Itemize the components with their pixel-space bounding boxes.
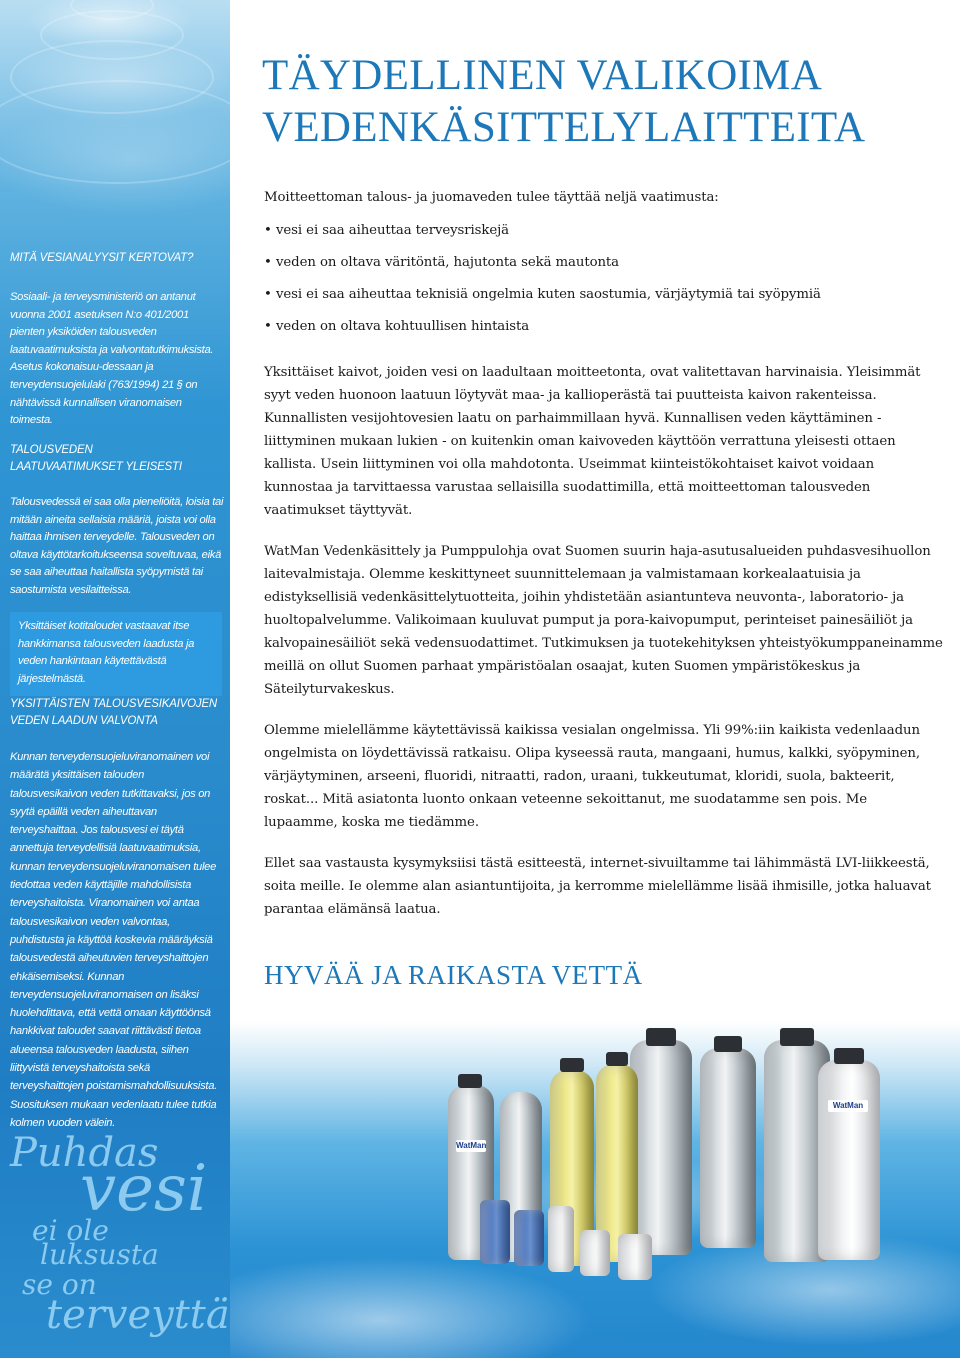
product-photo: [230, 1000, 960, 1358]
sidebar-heading: TALOUSVEDEN: [10, 444, 93, 456]
valve-head-image: [560, 1058, 584, 1072]
valve-head-image: [714, 1036, 742, 1052]
valve-head-image: [646, 1028, 676, 1046]
slogan-word: vesi: [80, 1152, 208, 1226]
paragraph: WatMan Vedenkäsittely ja Pumppulohja ovat Suomen suurin haja-asutusalueiden puhdasvesihuollon laitevalmistaja. Olemme keskittyneet suunnittelemaan ja valmistamaan korkealaatuisia ja edistyksellisiä vedenkäsittelytuotteita, joihin yhdistetään asiantunteva neuvonta-, laboratorio- ja huoltopalvelumme. Valikoimaan kuuluvat pumput ja pora-kaivopumput, perinteiset painesäiliöt ja kalvopainesäiliöt sekä vedensuodattimet. Tutkimuksen ja tuotekehityksen yhteistyökumppaneinamme meillä on ollut Suomen parhaat ympäristöalan osaajat, kuten Suomen ympäristökeskus ja Säteilyturvakeskus.: [264, 544, 943, 697]
intro-text: Moitteettoman talous- ja juomaveden tulee täyttää neljä vaatimusta:: [264, 190, 719, 205]
list-item: • veden on oltava väritöntä, hajutonta sekä mautonta: [264, 247, 944, 279]
sidebar-heading: MITÄ VESIANALYYSIT KERTOVAT?: [10, 252, 194, 264]
brand-badge: WatMan: [828, 1100, 868, 1112]
valve-head-image: [834, 1048, 864, 1064]
sidebar-text: Kunnan terveydensuojeluviranomainen voi määrätä yksittäisen talouden talousvesikaivon veden tutkittavaksi, jos on syytä epäillä veden aiheuttavan terveyshaittaa. Jos talousvesi ei täytä annettuja terveydellisiä laatuvaatimuksia, kunnan terveydensuojeluviranomaisen tulee tiedottaa veden käyttäjille mahdollisista terveyshaitoista. Viranomainen voi antaa talousvesikaivon veden valvontaa, puhdistusta ja käyttöä koskevia määräyksiä talousvedestä aiheutuvien terveyshaittojen ehkäisemiseksi. Kunnan terveydensuojeluviranomaisen on lisäksi huolehdittava, että vettä omaan käyttöönsä hankkivat taloudet saavat riittävästi tietoa alueensa talousveden laadusta, siihen liittyvistä terveyshaitoista sekä terveyshaittojen poistamismahdollisuuksista. Suosituksen mukaan vedenlaatu tulee tutkia kolmen vuoden välein.: [10, 751, 217, 1129]
page-title-line: VEDENKÄSITTELYLAITTEITA: [262, 104, 866, 151]
list-item: • veden on oltava kohtuullisen hintaista: [264, 311, 944, 343]
filter-tank-image: [818, 1060, 880, 1260]
cartridge-image: [514, 1210, 544, 1266]
sidebar-section-analyses: [10, 250, 224, 430]
slogan-word: luksusta: [40, 1238, 159, 1271]
page-title-line: TÄYDELLINEN VALIKOIMA: [262, 52, 823, 99]
valve-head-image: [780, 1028, 814, 1046]
sidebar-heading: LAATUVAATIMUKSET YLEISESTI: [10, 461, 182, 473]
cartridge-image: [580, 1230, 610, 1276]
list-item: • vesi ei saa aiheuttaa terveysriskejä: [264, 215, 944, 247]
sidebar-water-panel: [0, 0, 230, 1358]
cartridge-image: [618, 1234, 652, 1280]
sidebar-text: Sosiaali- ja terveysministeriö on antanut vuonna 2001 asetuksen N:o 401/2001 pienten yksiköiden talousveden laatuvaatimuksista ja valvontatutkimuksista. Asetus kokonaisuu-dessaan ja terveydensuojelulaki (763/1994) 21 § on nähtävissä kunnallisen viranomaisen toimesta.: [10, 291, 214, 427]
water-ripple: [0, 80, 230, 184]
sidebar-heading: YKSITTÄISTEN TALOUSVESIKAIVOJEN: [10, 698, 218, 710]
paragraph: Ellet saa vastausta kysymyksiisi tästä esitteestä, internet-sivuiltamme tai lähimmästä LVI-liikkeestä, soita meille. Ie olemme alan asiantuntijoita, ja kerromme mielellämme lisää ihmisille, jotka haluavat parantaa elämänsä laatua.: [264, 856, 931, 917]
main-content: [264, 186, 944, 939]
filter-tank-image: [630, 1040, 692, 1255]
page-title: [262, 50, 942, 154]
sidebar-section-monitoring: [10, 696, 224, 1132]
slogan-word: terveyttä: [46, 1292, 230, 1338]
paragraph: Olemme mielellämme käytettävissä kaikissa vesialan ongelmissa. Yli 99%:iin kaikista vedenlaadun ongelmista on löydettävissä ratkaisu. Olipa kyseessä rauta, mangaani, humus, kalkki, syöpyminen, värjäytyminen, arseeni, fluoridi, nitraatti, radon, uraani, tukkeutumat, kloridi, suola, bakteerit, roskat... Mitä asiatonta luonto onkaan veteenne sekoittanut, me suodatamme sen pois. Me lupaamme, koska me tiedämme.: [264, 723, 921, 830]
sidebar-callout-box: [10, 612, 222, 696]
valve-head-image: [606, 1052, 628, 1066]
callout-text: Yksittäiset kotitaloudet vastaavat itse hankkimansa talousveden laadusta ja veden hankintaan käytettävästä järjestelmästä.: [18, 620, 195, 685]
valve-head-image: [458, 1074, 482, 1088]
cartridge-image: [480, 1200, 510, 1264]
slogan-word: ei ole: [32, 1214, 109, 1247]
slogan-word: Puhdas: [10, 1130, 159, 1176]
filter-tank-image: [700, 1048, 756, 1248]
brand-badge: WatMan: [456, 1141, 487, 1150]
list-item: • vesi ei saa aiheuttaa teknisiä ongelmia kuten saostumia, värjäytymiä tai syöpymiä: [264, 279, 944, 311]
sidebar-slogan: [10, 1130, 230, 1350]
slogan-word: se on: [22, 1268, 97, 1301]
requirements-list: [264, 215, 944, 343]
cartridge-image: [548, 1206, 574, 1272]
main-slogan: HYVÄÄ JA RAIKASTA VETTÄ: [264, 960, 643, 990]
sidebar-heading: VEDEN LAADUN VALVONTA: [10, 715, 158, 727]
sidebar-text: Talousvedessä ei saa olla pieneliöitä, loisia tai mitään aineita sellaisia määriä, joista voi olla haittaa ihmisen terveydelle. Talousveden on oltava käyttötarkoitukseensa soveltuvaa, eikä se saa aiheuttaa haitallista syöpymistä tai saostumista vesilaitteissa.: [10, 496, 224, 596]
sidebar-section-quality: [10, 442, 224, 600]
paragraph: Yksittäiset kaivot, joiden vesi on laadultaan moitteetonta, ovat valitettavan harvinaisia. Yleisimmät syyt veden huonoon laatuun löytyvät maa- ja kallioperästä tai puutteista kaivon rakenteissa. Kunnallisten vesijohtovesien laatu on parhaimmillaan hyvä. Kunnallisen veden käyttäminen - liittyminen mukaan lukien - on kuitenkin oman kaivoveden käyttöön verrattuna yleisesti ottaen kallista. Usein liittyminen voi olla mahdotonta. Useimmat kiinteistökohtaiset kaivot voidaan kunnostaa ja tarvittaessa varustaa sellaisilla suodattimilla, että moitteettoman talousveden vaatimukset täyttyvät.: [264, 365, 921, 518]
